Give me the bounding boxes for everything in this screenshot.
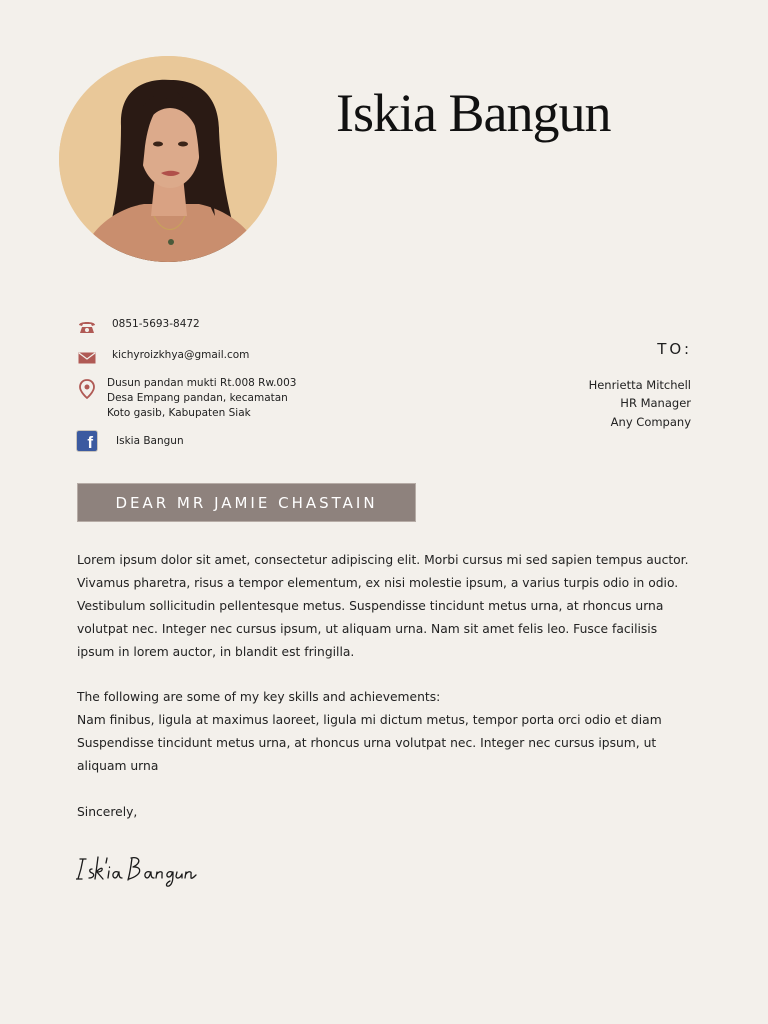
salutation-text: DEAR MR JAMIE CHASTAIN: [115, 493, 378, 512]
recipient-company: Any Company: [610, 415, 691, 429]
address-line: Dusun pandan mukti Rt.008 Rw.003: [107, 377, 297, 389]
address-line: Koto gasib, Kabupaten Siak: [107, 407, 251, 419]
phone-icon: [76, 317, 98, 337]
email-address: kichyroizkhya@gmail.com: [112, 349, 250, 361]
contact-email: [76, 348, 249, 368]
address-block: [107, 376, 296, 421]
to-label: TO:: [657, 340, 692, 358]
facebook-name: Iskia Bangun: [116, 434, 184, 447]
facebook-icon: f: [76, 430, 98, 452]
envelope-icon: [76, 348, 98, 368]
recipient-name: Henrietta Mitchell: [588, 378, 691, 392]
contact-facebook: [76, 430, 184, 452]
location-pin-icon: [76, 376, 98, 402]
applicant-name: Iskia Bangun: [336, 83, 611, 143]
phone-number: 0851-5693-8472: [112, 318, 200, 330]
skills-intro: The following are some of my key skills and achievements:: [77, 690, 441, 704]
salutation-banner: [77, 483, 416, 522]
letter-paragraph: Nam finibus, ligula at maximus laoreet, ligula mi dictum metus, tempor porta orci odio et diam Suspendisse tincidunt metus urna, at rhoncus urna volutpat nec. Integer nec cursus ipsum, ut aliquam urna: [77, 713, 662, 773]
contact-phone: [76, 317, 200, 337]
signature: [76, 853, 206, 893]
recipient-role: HR Manager: [620, 396, 691, 410]
closing: Sincerely,: [77, 805, 138, 819]
contact-address: [76, 376, 296, 421]
profile-photo: [59, 56, 277, 262]
letter-paragraph: Lorem ipsum dolor sit amet, consectetur adipiscing elit. Morbi cursus mi sed sapien tempus auctor. Vivamus pharetra, risus a tempor elementum, ex nisi molestie ipsum, a varius turpis odio in odio. Vestibulum sollicitudin pellentesque metus. Suspendisse tincidunt metus urna, at rhoncus urna volutpat nec. Integer nec cursus ipsum, ut aliquam urna. Nam sit amet felis leo. Fusce facilisis ipsum in lorem auctor, in blandit est fringilla.: [77, 553, 689, 659]
address-line: Desa Empang pandan, kecamatan: [107, 392, 288, 404]
